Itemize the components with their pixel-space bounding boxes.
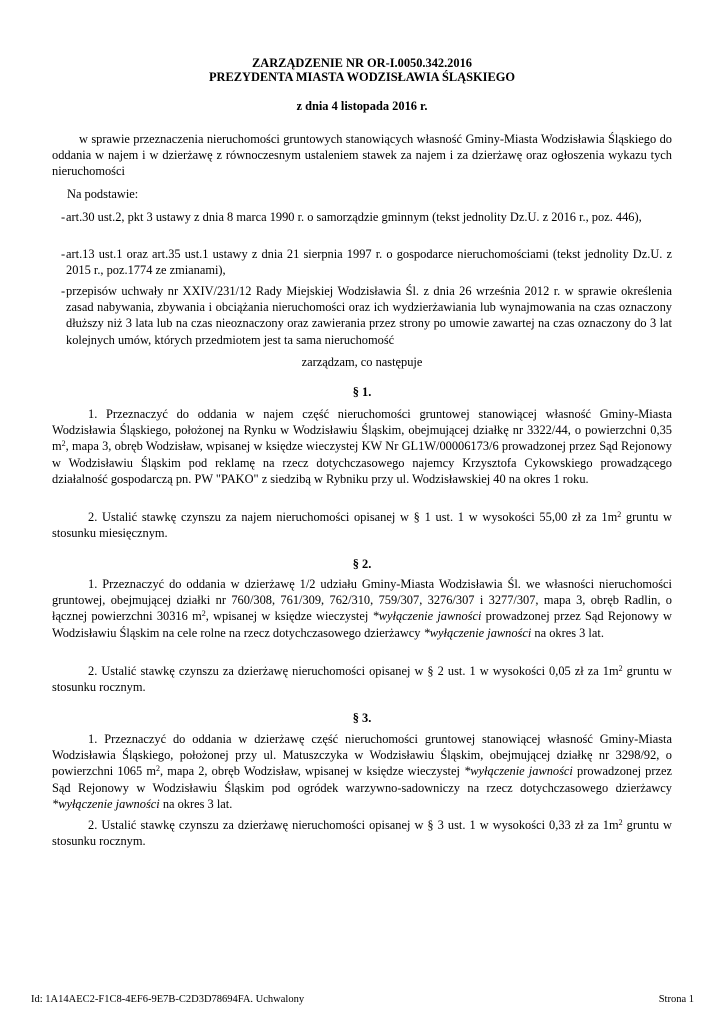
decree-date: z dnia 4 listopada 2016 r. (296, 99, 428, 113)
list-dash: - (61, 247, 66, 261)
page-number: Strona 1 (658, 994, 694, 1005)
section-heading: § 1. (352, 385, 372, 399)
basis-item-text: art.13 ust.1 oraz art.35 ust.1 ustawy z dnia 21 sierpnia 1997 r. o gospodarce nieruchomościami (tekst jednolity Dz.U. z 2015 r., poz.1774 ze zmianami), (66, 247, 672, 278)
section-3-paragraph-2: 2. Ustalić stawkę czynszu za dzierżawę nieruchomości opisanej w § 3 ust. 1 w wysokości 0,33 zł za $1m^2$ gruntu w stosunku rocznym. (52, 818, 672, 849)
section-2-paragraph-2: 2. Ustalić stawkę czynszu za dzierżawę nieruchomości opisanej w § 2 ust. 1 w wysokości 0,05 zł za $1m^2$ gruntu w stosunku rocznym. (52, 664, 672, 695)
section-2-paragraph-1: 1. Przeznaczyć do oddania w dzierżawę 1/2 udziału Gminy-Miasta Wodzisławia Śl. we własności nieruchomości gruntowej, obejmującej działki nr 760/308, 761/309, 762/310, 759/307, 3276/307 i 3277/307, mapa 3, obręb Radlin, o łącznej powierzchni 30316 $m^2$, wpisanej w księdze wieczystej *wyłączenie jawności prowadzonej przez Sąd Rejonowy w Wodzisławiu Śląskim na cele rolne na rzecz dotychczasowego dzierżawcy *wyłączenie jawności na okres 3 lat. (52, 577, 672, 640)
decree-number: ZARZĄDZENIE NR OR-I.0050.342.2016 (252, 56, 472, 70)
section-3-paragraph-1: 1. Przeznaczyć do oddania w dzierżawę część nieruchomości gruntowej stanowiącej własność Gminy-Miasta Wodzisławia Śląskiego, położonej przy ul. Matuszczyka w Wodzisławiu Śląskim, obejmującej działkę nr 3298/92, o powierzchni 1065 $m^2$, mapa 2, obręb Wodzisław, wpisanej w księdze wieczystej *wyłączenie jawności prowadzonej przez Sąd Rejonowy w Wodzisławiu Śląskim pod ogródek warzywno-sadowniczy na rzecz dotychczasowego dzierżawcy *wyłączenie jawności na okres 3 lat. (52, 732, 673, 811)
document-id: Id: 1A14AEC2-F1C8-4EF6-9E7B-C2D3D78694FA. Uchwalony (31, 994, 305, 1005)
section-1-paragraph-1: 1. Przeznaczyć do oddania w najem część nieruchomości gruntowej stanowiącej własność Gminy-Miasta Wodzisławia Śląskiego, położonej na Rynku w Wodzisławiu Śląskim, obejmującej działkę nr 3322/44, o powierzchni 0,35 $m^2$, mapa 3, obręb Wodzisław, wpisanej w księdze wieczystej KW Nr GL1W/00006173/6 prowadzonej przez Sąd Rejonowy w Wodzisławiu Śląskim pod reklamę na rzecz dotychczasowego najemcy Krzysztofa Cykowskiego prowadzącego działalność gospodarczą pn. PW "PAKO" z siedzibą w Rybniku przy ul. Wodzisławskiej 40 na okres 1 roku. (52, 407, 672, 486)
list-dash: - (61, 284, 66, 298)
basis-intro: Na podstawie: (67, 187, 139, 201)
section-1-paragraph-2: 2. Ustalić stawkę czynszu za najem nieruchomości opisanej w § 1 ust. 1 w wysokości 55,00 zł za $1m^2$ gruntu w stosunku miesięcznym. (52, 510, 672, 541)
list-dash: - (61, 210, 66, 224)
basis-item-2 (61, 246, 672, 278)
issuer-title: PREZYDENTA MIASTA WODZISŁAWIA ŚLĄSKIEGO (208, 70, 516, 84)
subject-paragraph: w sprawie przeznaczenia nieruchomości gruntowych stanowiących własność Gminy-Miasta Wodzisławia Śląskiego do oddania w najem i w dzierżawę z równoczesnym ustaleniem stawek za najem i za dzierżawę oraz ogłoszenia wykazu tych nieruchomości (52, 132, 672, 179)
basis-item-1 (61, 209, 672, 225)
decree-clause: zarządzam, co następuje (301, 355, 423, 369)
basis-item-text: art.30 ust.2, pkt 3 ustawy z dnia 8 marca 1990 r. o samorządzie gminnym (tekst jednolity Dz.U. z 2016 r., poz. 446), (66, 210, 642, 224)
basis-item-text: przepisów uchwały nr XXIV/231/12 Rady Miejskiej Wodzisławia Śl. z dnia 26 września 2012 r. w sprawie określenia zasad nabywania, zbywania i obciążania nieruchomości oraz ich wydzierżawiania lub wynajmowania na czas oznaczony dłuższy niż 3 lata lub na czas nieoznaczony oraz zawierania przez strony po umowie zawartej na czas oznaczony do 3 lat kolejnych umów, których przedmiotem jest ta sama nieruchomość (66, 284, 672, 347)
document-page (52, 0, 672, 1024)
section-heading: § 2. (352, 557, 372, 571)
basis-item-3 (61, 283, 672, 348)
section-heading: § 3. (352, 711, 372, 725)
